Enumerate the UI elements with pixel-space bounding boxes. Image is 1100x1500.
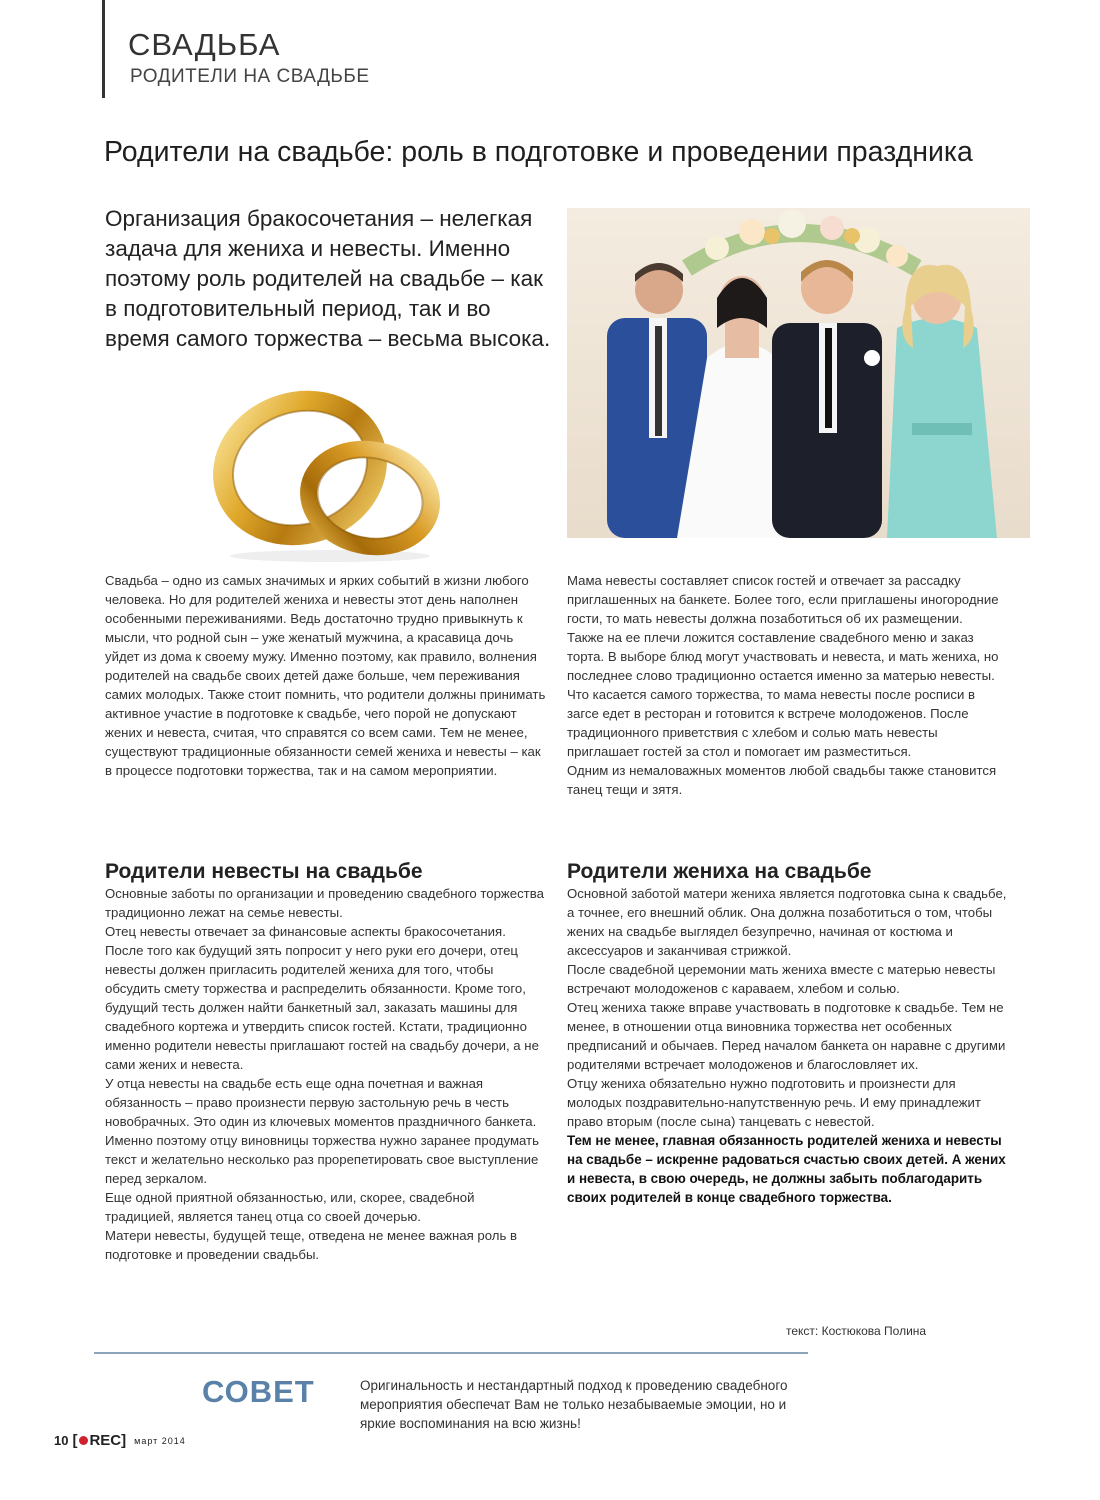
paragraph: Одним из немаловажных моментов любой свадьбы также становится танец тещи и зятя.	[567, 763, 997, 797]
intro-paragraph: Свадьба – одно из самых значимых и ярких событий в жизни любого человека. Но для родителей жениха и невесты этот день наполнен особенными переживаниями. Ведь достаточно трудно привыкнуть к мысли, что родной сын – уже женатый мужчина, а красавица дочь уйдет из дома к своему мужу. Именно поэтому, как правило, волнения родителей на свадьбе своих детей даже больше, чем переживания самих молодых. Также стоит помнить, что родители должны принимать активное участие в подготовке к свадьбе, чего порой не допускают жених и невеста, считая, что справятся со всем сами. Тем не менее, существуют традиционные обязанности семей жениха и невесты – как в процессе подготовки торжества, так и на самом мероприятии.	[105, 573, 546, 778]
paragraph: Матери невесты, будущей теще, отведена не менее важная роль в подготовке и проведении свадьбы.	[105, 1228, 518, 1262]
conclusion-paragraph: Тем не менее, главная обязанность родителей жениха и невесты на свадьбе – искренне радоваться счастью своих детей. А жених и невеста, в свою очередь, не должны забыть поблагодарить своих родителей в конце свадебного торжества.	[567, 1133, 1006, 1205]
section-title: СВАДЬБА	[128, 27, 281, 62]
logo-text: REC	[89, 1432, 122, 1449]
issue-date: март 2014	[134, 1435, 186, 1446]
section-divider	[102, 0, 105, 98]
paragraph: Основные заботы по организации и проведению свадебного торжества традиционно лежат на семье невесты.	[105, 886, 544, 920]
paragraph: Отец невесты отвечает за финансовые аспекты бракосочетания. После того как будущий зять попросит у него руки его дочери, отец невесты должен пригласить родителей жениха для того, чтобы обсудить смету торжества и распределить обязанности. Кроме того, будущий тесть должен найти банкетный зал, заказать машины для свадебного кортежа и утвердить список гостей. Кстати, традиционно именно родители невесты приглашают гостей на свадьбу дочери, а не сами жених и невеста.	[105, 924, 539, 1072]
paragraph: Отец жениха также вправе участвовать в подготовке к свадьбе. Тем не менее, в отношении отца виновника торжества нет особенных предписаний и обычаев. Перед началом банкета он наравне с другими родителями встречает молодоженов и благословляет их.	[567, 1000, 1006, 1072]
section-subtitle: РОДИТЕЛИ НА СВАДЬБЕ	[130, 66, 370, 87]
paragraph: Еще одной приятной обязанностью, или, скорее, свадебной традицией, является танец отца со своей дочерью.	[105, 1190, 475, 1224]
paragraph: После свадебной церемонии мать жениха вместе с матерью невесты встречают молодоженов с караваем, хлебом и солью.	[567, 962, 996, 996]
tip-label: СОВЕТ	[202, 1374, 315, 1409]
wedding-rings-image	[210, 388, 450, 563]
author-credit: текст: Костюкова Полина	[786, 1324, 927, 1338]
heading-bride-parents: Родители невесты на свадьбе	[105, 860, 423, 883]
tip-text: Оригинальность и нестандартный подход к проведению свадебного мероприятия обеспечат Вам не только незабываемые эмоции, но и яркие воспоминания на всю жизнь!	[360, 1378, 788, 1431]
heading-groom-parents: Родители жениха на свадьбе	[567, 860, 872, 883]
paragraph: У отца невесты на свадьбе есть еще одна почетная и важная обязанность – право произнести первую застольную речь в честь новобрачных. Это один из ключевых моментов праздничного банкета. Именно поэтому отцу виновницы торжества нужно заранее продумать текст и желательно несколько раз прорепетировать свое выступление перед зеркалом.	[105, 1076, 539, 1186]
magazine-logo: [ REC ]	[72, 1432, 127, 1449]
logo-dot-icon	[79, 1436, 88, 1445]
article-title: Родители на свадьбе: роль в подготовке и проведении праздника	[104, 136, 973, 168]
page-footer	[54, 1432, 186, 1449]
page-number: 10	[54, 1433, 69, 1448]
family-wedding-photo	[567, 208, 1030, 538]
paragraph: Отцу жениха обязательно нужно подготовить и произнести для молодых поздравительно-напутственную речь. И ему принадлежит право вторым (после сына) танцевать с невестой.	[567, 1076, 981, 1129]
right-column-top	[567, 571, 1009, 799]
paragraph: Что касается самого торжества, то мама невесты после росписи в загсе едет в ресторан и готовится к встрече молодоженов. После традиционного приветствия с хлебом и солью мать невесты приглашает гостей за стол и помогает им разместиться.	[567, 687, 976, 759]
left-column-bride-parents	[105, 860, 547, 1264]
paragraph: Также на ее плечи ложится составление свадебного меню и заказ торта. В выборе блюд могут участвовать и невеста, и мать жениха, но последнее слово традиционно остается именно за матерью невесты.	[567, 630, 999, 683]
right-column-groom-parents	[567, 860, 1009, 1207]
left-column-intro	[105, 571, 547, 780]
paragraph: Мама невесты составляет список гостей и отвечает за рассадку приглашенных на банкете. Более того, если приглашены иногородние гости, то мать невесты должна позаботиться об их размещении.	[567, 573, 999, 626]
paragraph: Основной заботой матери жениха является подготовка сына к свадьбе, а точнее, его внешний облик. Она должна позаботиться о том, чтобы жених на свадьбе выглядел безупречно, начиная от костюма и аксессуаров и заканчивая стрижкой.	[567, 886, 1007, 958]
article-lead: Организация бракосочетания – нелегкая задача для жениха и невесты. Именно поэтому роль родителей на свадьбе – как в подготовительный период, так и во время самого торжества – весьма высока.	[105, 206, 551, 351]
divider-line	[94, 1352, 808, 1354]
